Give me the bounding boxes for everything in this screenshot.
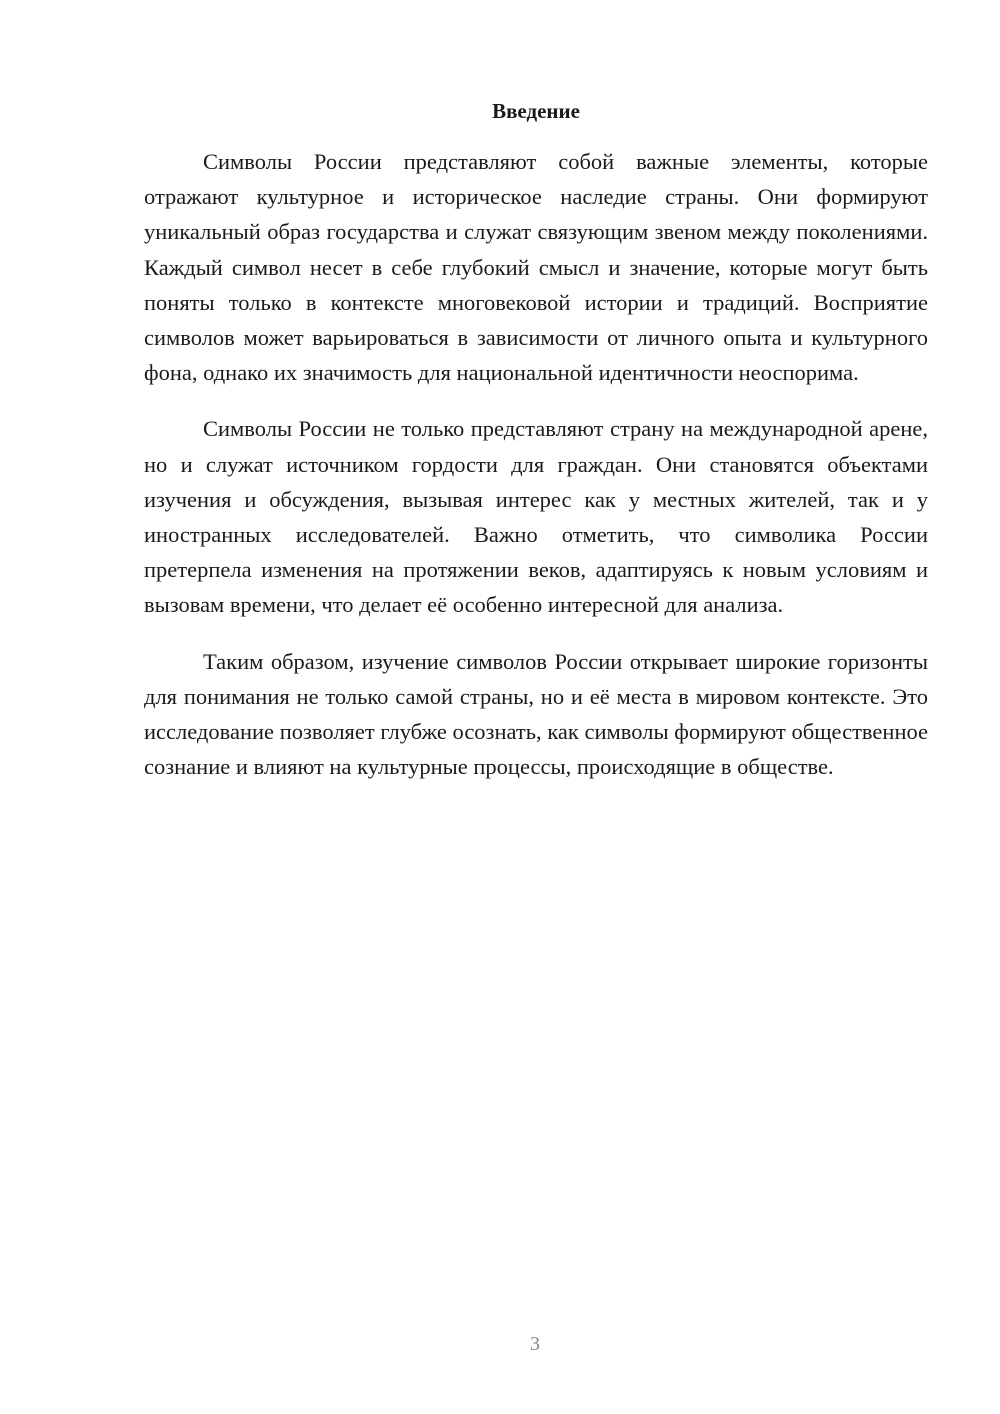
paragraph-3: Таким образом, изучение символов России открывает широкие горизонты для понимания не только самой страны, но и её места в мировом контексте. Это исследование позволяет глубже осознать, как символы формируют общественное сознание и влияют на культурные процессы, происходящие в обществе. (144, 648, 928, 780)
page-number: 3 (530, 1333, 540, 1355)
page-content (144, 96, 928, 805)
paragraph-2: Символы России не только представляют страну на международной арене, но и служат источником гордости для граждан. Они становятся объектами изучения и обсуждения, вызывая интерес как у местных жителей, так и у иностранных исследователей. Важно отметить, что символика России претерпела изменения на протяжении веков, адаптируясь к новым условиям и вызовам времени, что делает её особенно интересной для анализа. (144, 416, 928, 618)
section-heading: Введение (492, 99, 580, 123)
paragraph-1: Символы России представляют собой важные элементы, которые отражают культурное и историческое наследие страны. Они формируют уникальный образ государства и служат связующим звеном между поколениями. Каждый символ несет в себе глубокий смысл и значение, которые могут быть поняты только в контексте многовековой истории и традиций. Восприятие символов может варьироваться в зависимости от личного опыта и культурного фона, однако их значимость для национальной идентичности неоспорима. (144, 149, 928, 386)
